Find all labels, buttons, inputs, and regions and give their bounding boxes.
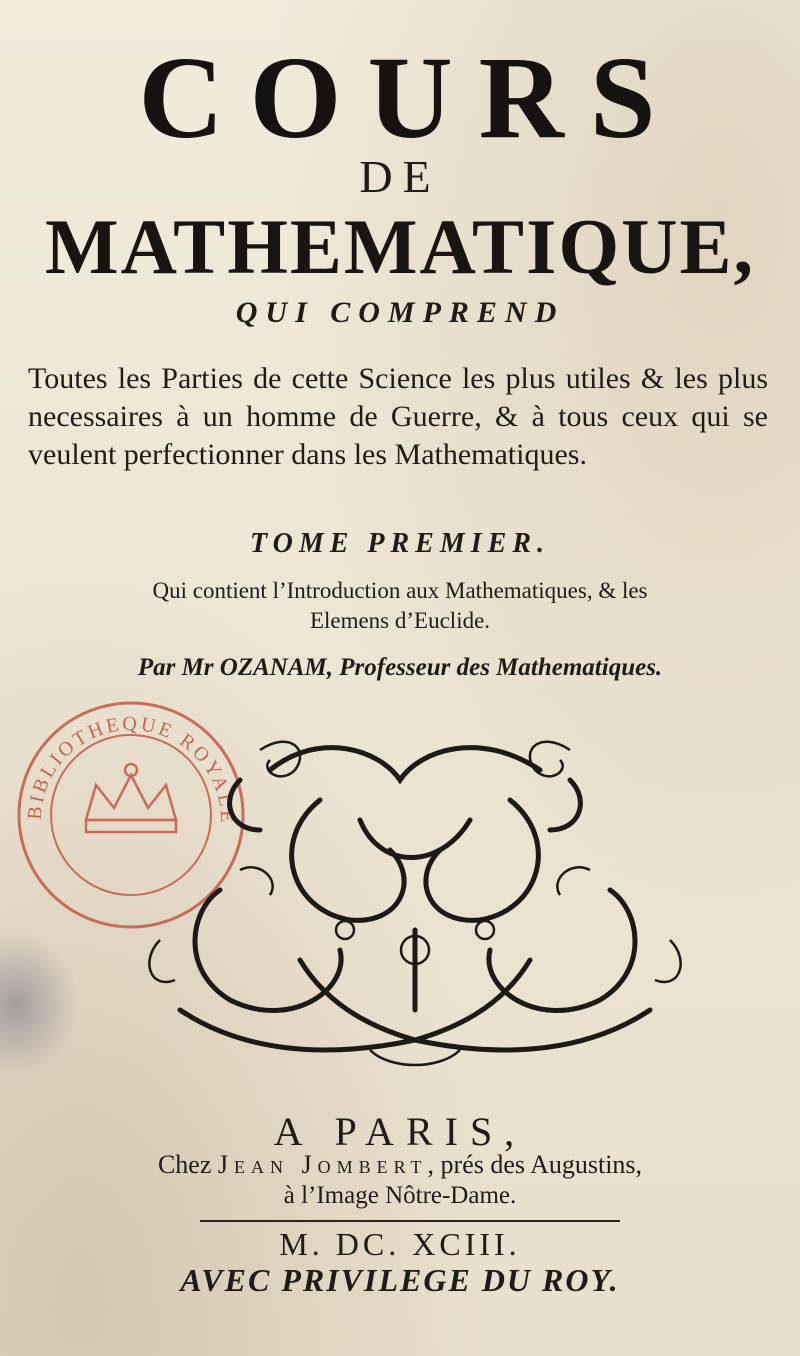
imprint-publisher-tail: , prés des Augustins, <box>427 1150 643 1179</box>
water-stain <box>0 930 80 1080</box>
imprint-date: M. DC. XCIII. <box>279 1226 521 1262</box>
ornament-monogram-icon <box>120 710 710 1100</box>
imprint-publisher-line <box>0 1150 800 1180</box>
imprint-publisher: Jean Jombert <box>217 1150 428 1179</box>
divider-rule <box>200 1220 620 1222</box>
volume-label: TOME PREMIER. <box>250 528 550 559</box>
volume-contents <box>0 576 800 636</box>
imprint-city: A PARIS, <box>273 1109 527 1154</box>
description-paragraph: Toutes les Parties de cette Science les plus utiles & les plus necessaires à un homme de Guerre, & à tous ceux qui se veulent perfectionner dans les Mathematiques. <box>28 362 768 471</box>
volume-contents-text: Qui contient l’Introduction aux Mathematiques, & les Elemens d’Euclide. <box>152 578 648 633</box>
imprint-chez: Chez <box>157 1150 212 1179</box>
imprint-privilege: AVEC PRIVILEGE DU ROY. <box>180 1262 620 1298</box>
title-cours: COURS <box>138 32 682 163</box>
subtitle: QUI COMPREND <box>235 296 565 329</box>
author-line: Par Mr OZANAM, Professeur des Mathematiques. <box>137 654 663 681</box>
title-mathematique: MATHEMATIQUE, <box>45 203 755 290</box>
stamp-text: BIBLIOTHEQUE ROYALE <box>23 712 239 826</box>
imprint-sign: à l’Image Nôtre-Dame. <box>283 1182 517 1209</box>
title-de: DE <box>359 151 441 202</box>
